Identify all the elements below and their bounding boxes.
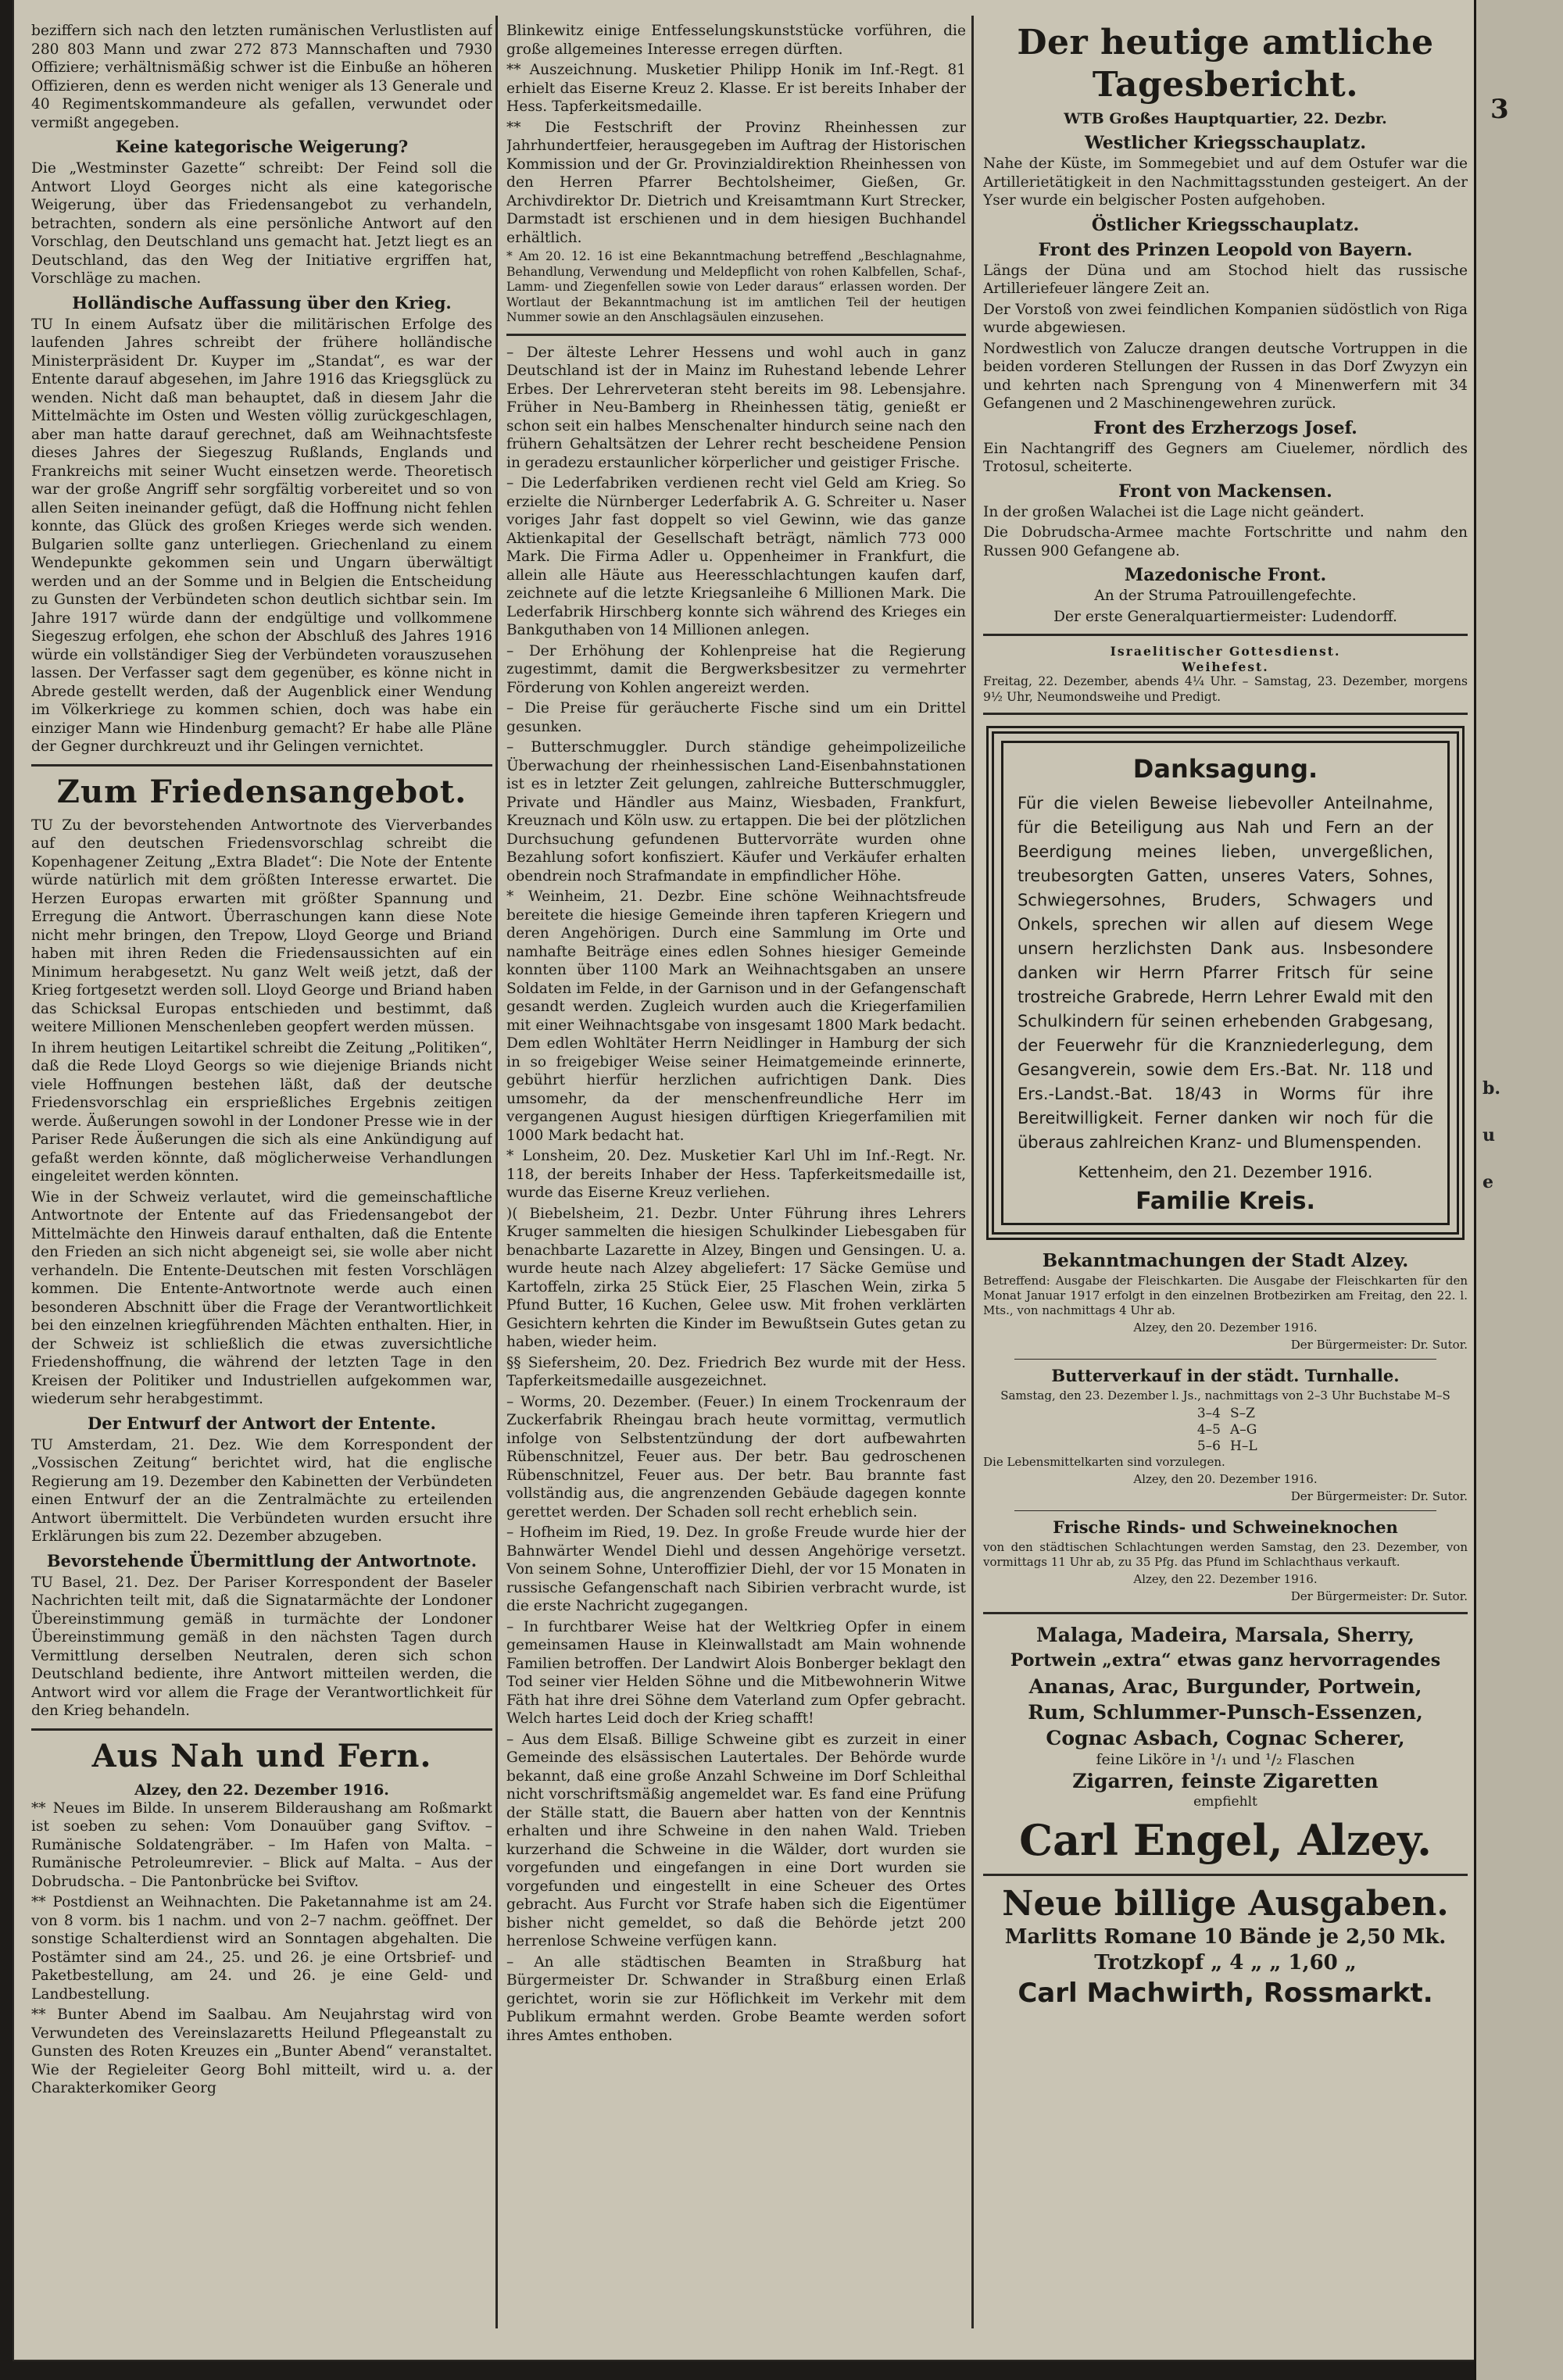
article-text: – Die Lederfabriken verdienen recht viel Geld am Krieg. So erzielte die Nürnberger Lederfabrik A. G. Schreiter u. Naser voriges Jahr fast doppelt so viel Gewinn, wie das ganze Aktienkapital der Gesellschaft beträgt, nämlich 773 000 Mark. Die Firma Adler u. Oppenheimer in Frankfurt, die allein alle Häute aus Heeresschlachtungen kaufen darf, zeichnete auf die letzte Kriegsanleihe 6 Millionen Mark. Die Lederfabrik Hirschberg konnte sich während des Krieges ein Bankguthaben von 14 Millionen anlegen. [506, 475, 966, 638]
notice-text: Betreffend: Ausgabe der Fleischkarten. Die Ausgabe der Fleischkarten für den Monat Januar 1917 erfolgt in den einzelnen Brotbezirken am Freitag, den 22. l. Mts., von nachmittags 4 Uhr ab. [983, 1274, 1468, 1317]
article-text: – Butterschmuggler. Durch ständige geheimpolizeiliche Überwachung der rheinhessischen Land-Eisenbahnstationen ist es in letzter Zeit gelungen, zahlreiche Butterschmuggler, Private und Händler aus Mainz, Wiesbaden, Frankfurt, Kreuznach und Köln usw. zu ertappen. Die bei der plötzlichen Durchsuchung gefundenen Buttervorräte wurden ohne Bezahlung sofort konfisziert. Käufer und Verkäufer erhalten obendrein noch Strafmandate in empfindlicher Höhe. [506, 739, 966, 884]
divider [1014, 1510, 1436, 1511]
report-text: Längs der Düna und am Stochod hielt das russische Artilleriefeuer längere Zeit an. [983, 262, 1468, 297]
article-text: – Hofheim im Ried, 19. Dez. In große Freude wurde hier der Bahnwärter Wendel Diehl und dessen Angehörige versetzt. Von seinem Sohne, Unteroffizier Diehl, der vor 15 Monaten in russische Gefangenschaft nach Sibirien verbracht wurde, ist die erste Nachricht zugegangen. [506, 1524, 966, 1614]
article-text: In ihrem heutigen Leitartikel schreibt die Zeitung „Politiken“, daß die Rede Lloyd Georgs so wie diejenige Briands nicht viele Hoffnungen bestehen läßt, daß der deutsche Friedensvorschlag ein ersprießliches Ergebnis zeitigen werde. Äußerungen sowohl in der Londoner Presse wie in der Pariser Rede Äußerungen die sich als eine Ankündigung auf gefaßt werden könnte, daß möglicherweise Verhandlungen eingeleitet werden könnten. [31, 1039, 492, 1185]
article-text: ** Die Festschrift der Provinz Rheinhessen zur Jahrhundertfeier, herausgegeben im Auftrag der Historischen Kommission und der Gr. Provinzialdirektion Rheinhessen von den Herren Pfarrer Bechtolsheimer, Gießen, Gr. Archivdirektor Dr. Dietrich und Kreisamtmann Kurt Strecker, Darmstadt ist erschienen und in dem hiesigen Buchhandel erhältlich. [506, 119, 966, 246]
article-text: – Worms, 20. Dezember. (Feuer.) In einem Trockenraum der Zuckerfabrik Rheingau brach heute vormittag, vermutlich infolge von Selbstentzündung der dort aufbewahrten Rübenschnitzel, Feuer aus. Der betr. Bau gedroschenen Rübenschnitzel, Feuer aus. Der betr. Bau brannte fast vollständig aus, die angrenzenden Gebäude dagegen konnte gerettet werden. Der Schaden soll recht erheblich sein. [506, 1393, 966, 1521]
front-heading: Westlicher Kriegsschauplatz. [1085, 133, 1366, 153]
article-text: beziffern sich nach den letzten rumänischen Verlustlisten auf 280 803 Mann und zwar 272 873 Mannschaften und 7930 Offiziere; verhältnismäßig schwer ist die Einbuße an höheren Offizieren, denn es werden nicht weniger als 13 Generale und 40 Regimentskommandeure als gefallen, verwundet oder vermißt angegeben. [31, 23, 492, 131]
ad-date: Kettenheim, den 21. Dezember 1916. [1078, 1163, 1373, 1181]
article-text: TU In einem Aufsatz über die militärischen Erfolge des laufenden Jahres schreibt der frühere holländische Ministerpräsident Dr. Kuyper im „Standat“, es war der Entente darauf abgesehen, im Jahre 1916 das Kriegsglück zu wenden. Nicht daß man behauptet, daß in diesem Jahr die Mittelmächte im Osten und Westen völlig zurückgeschlagen, aber man hatte darauf gerechnet, daß am Weihnachtsfeste dieses Jahres der Siegeszug Rußlands, Englands und Frankreichs mit seiner Wucht einsetzen werde. Theoretisch war der große Angriff sehr sorgfältig vorbereitet und so von allen Seiten ineinander gefügt, daß die Hoffnung nicht fehlen konnte, das Glück des großen Krieges werde sich wenden. Bulgarien sollte ganz unterliegen. Griechenland zu einem Wendepunkte gekommen sein und Ungarn überwältigt werden und an der Somme und in Belgien die Entscheidung zu Gunsten der Verbündeten schon deutlich sichtbar sein. Im Jahre 1917 würde dann der endgültige und vollkommene Siegeszug erfolgen, ehe schon der Abschluß des Jahres 1916 würde ein vollständiger Sieg der Verbündeten vorauszusehen lassen. Der Verfasser sagt dem gegenüber, es könne nicht in Abrede gestellt werden, daß der Augenblick einer Wendung im Völkerkriege zu kommen schien, doch was habe ein einziger Mann wie Hindenburg gemacht? Er habe alle Pläne der Gegner durchkreuzt und ihr Gelingen vernichtet. [31, 316, 492, 755]
notice-signature: Der Bürgermeister: Dr. Sutor. [1290, 1589, 1468, 1603]
article-heading: Bevorstehende Übermittlung der Antwortnote. [46, 1550, 477, 1571]
notice-heading: Frische Rinds- und Schweineknochen [1053, 1517, 1398, 1537]
ad-signature: Familie Kreis. [1136, 1188, 1315, 1215]
article-text: – An alle städtischen Beamten in Straßburg hat Bürgermeister Dr. Schwander in Straßburg einen Erlaß gerichtet, worin sie zur Höflichkeit im Verkehr mit dem Publikum ermahnt werden. Grobe Beamte werden sofort ihres Amtes enthoben. [506, 1953, 966, 2044]
ad-line: Portwein „extra“ etwas ganz hervorragendes [1010, 1650, 1441, 1671]
article-text: – Aus dem Elsaß. Billige Schweine gibt es zurzeit in einer Gemeinde des elsässischen Lautertales. Der Behörde wurde bekannt, daß eine große Anzahl Schweine im Dorf Schleithal nicht vorschriftsmäßig angemeldet war. Es fand eine Prüfung der Ställe statt, die Bauern aber hatten von der Kenntnis erhalten und ihre Schweine in den nahen Wald. Trieben kurzerhand die Schweine in die Wälder, dort wurden sie vorgefunden und eingefangen in eine Dort wurden sie vorgefunden und eingestellt in eine Scheuer des Ortes gebracht. Aus Furcht vor Strafe haben sich die Eigentümer bisher nicht gemeldet, so daß die Behörde jetzt 200 herrenlose Schweine verfügen kann. [506, 1731, 966, 1949]
table-row [983, 1438, 1468, 1455]
front-heading: Mazedonische Front. [1124, 565, 1327, 585]
article-heading: Der Entwurf der Antwort der Entente. [88, 1413, 436, 1433]
report-text: Nordwestlich von Zalucze drangen deutsche Vortruppen in die beiden vorderen Stellungen der Russen in das Dorf Zwyzyn ein und kehrten nach Sprengung von 4 Minenwerfern mit 34 Gefangenen und 2 Maschinengewehren zurück. [983, 340, 1468, 412]
front-heading: Front von Mackensen. [1118, 481, 1332, 502]
ad-line: Zigarren, feinste Zigaretten [1072, 1770, 1379, 1792]
article-text: – In furchtbarer Weise hat der Weltkrieg Opfer in einem gemeinsamen Hause in Kleinwallstadt am Main wohnende Familien betroffen. Der Landwirt Alois Bonberger beklagt den Tod seiner vier Helden Söhne und die Mitbewohnerin Witwe Fäth hat ihre drei Söhne dem Vaterland zum Opfer gebracht. Welch hartes Leid doch der Krieg schafft! [506, 1618, 966, 1727]
butter-schedule [983, 1406, 1468, 1455]
dateline: Alzey, den 22. Dezember 1916. [134, 1781, 389, 1799]
article-text: ** Neues im Bilde. In unserem Bilderaushang am Roßmarkt ist soeben zu sehen: Vom Donauüber gang Sviftov. – Rumänische Soldatengräber. – Im Hafen von Malta. – Rumänische Petroleumrevier. – Blick auf Malta. – Aus der Dobrudscha. – Die Pantonbrücke bei Sviftov. [31, 1799, 492, 1890]
ad-advertiser: Carl Engel, Alzey. [1019, 1815, 1432, 1865]
article-text: ** Postdienst an Weihnachten. Die Paketannahme ist am 24. von 8 vorm. bis 1 nachm. und von 2–7 nachm. geöffnet. Der sonstige Schalterdienst wird an Sonntagen abgehalten. Die Postämter sind am 24., 25. und 26. je eine Ortsbrief- und Paketbestellung, am 24. und 26. je eine Geld- und Landbestellung. [31, 1894, 492, 2003]
report-text: Die Dobrudscha-Armee machte Fortschritte und nahm den Russen 900 Gefangene ab. [983, 524, 1468, 559]
article-text: – Der Erhöhung der Kohlenpreise hat die Regierung zugestimmt, damit die Bergwerksbesitzer zu vermehrter Förderung von Kohlen angereizt werden. [506, 642, 966, 696]
article-text: TU Zu der bevorstehenden Antwortnote des Vierverbandes auf den deutschen Friedensvorschlag schreibt die Kopenhagener Zeitung „Extra Bladet“: Die Note der Entente würde natürlich mit dem größten Interesse erwartet. Die Herzen Europas erwarten mit größter Spannung und Erregung die Antwort. Überraschungen kann diese Note nicht mehr bringen, den Trepow, Lloyd George und Briand haben mit ihren Reden die Friedensaussichten auf ein Minimum herabgesetzt. Nu ganz Welt weiß jetzt, daß der Krieg fortgesetzt werden soll. Lloyd George und Briand haben das Schicksal Europas entschieden und bestimmt, daß weitere Millionen Menschenleben geopfert werden müssen. [31, 817, 492, 1035]
divider [31, 764, 492, 767]
page-number: 3 [1490, 94, 1509, 125]
report-text: An der Struma Patrouillengefechte. [1094, 588, 1357, 604]
notice-date: Alzey, den 20. Dezember 1916. [1133, 1472, 1318, 1486]
notice-text: Freitag, 22. Dezember, abends 4¼ Uhr. – Samstag, 23. Dezember, morgens 9½ Uhr, Neumondsweihe und Predigt. [983, 674, 1468, 704]
article-heading: Holländische Auffassung über den Krieg. [72, 292, 452, 313]
notice-signature: Der Bürgermeister: Dr. Sutor. [1290, 1489, 1468, 1503]
article-text: Wie in der Schweiz verlautet, wird die gemeinschaftliche Antwortnote der Entente auf das Friedensangebot der Mittelmächte den Hinweis darauf enthalten, daß die Entente den Frieden an sich nicht abgeneigt sei, sie wolle aber nicht verhandeln. Die Entente-Deutschen mit festen Vorschlägen kommen. Die Entente-Antwortnote werde auch einen besonderen Abschnitt über die Frage der Verantwortlichkeit bei den einzelnen kriegführenden Mächten enthalten. Hier, in der Schweiz ist schließlich die etwas zuversichtliche Friedenshoffnung, die während der letzten Tage in den Kreisen der Politiker und Industriellen aufgekommen war, wiederum sehr herabgestimmt. [31, 1188, 492, 1407]
article-text: ** Bunter Abend im Saalbau. Am Neujahrstag wird von Verwundeten des Vereinslazaretts Heilund Pflegeanstalt zu Gunsten des Roten Kreuzes ein „Bunter Abend“ veranstaltet. Wie der Regieleiter Georg Bohl mitteilt, wird u. a. der Charakterkomiker Georg [31, 2007, 492, 2096]
article-text: TU Amsterdam, 21. Dez. Wie dem Korrespondent der „Vossischen Zeitung“ berichtet wird, hat die englische Regierung am 19. Dezember den Kabinetten der Verbündeten einen Entwurf der an die Zentralmächte zu erteilenden Antwort übermittelt. Die Verbündeten wurden ersucht ihre Erklärungen bis zum 22. Dezember abzugeben. [31, 1436, 492, 1545]
article-text: * Lonsheim, 20. Dez. Musketier Karl Uhl im Inf.-Regt. Nr. 118, der bereits Inhaber der Hess. Tapferkeitsmedaille ist, wurde das Eiserne Kreuz verliehen. [506, 1148, 966, 1201]
ad-line: Cognac Asbach, Cognac Scherer, [1046, 1727, 1405, 1749]
newspaper-page [14, 0, 1474, 2360]
table-row [983, 1406, 1468, 1422]
column-2 [506, 22, 966, 2344]
notice-date: Alzey, den 20. Dezember 1916. [1133, 1320, 1318, 1335]
notice-text: Samstag, den 23. Dezember l. Js., nachmittags von 2–3 Uhr Buchstabe M–S [1000, 1388, 1450, 1403]
notice-text: * Am 20. 12. 16 ist eine Bekanntmachung betreffend „Beschlagnahme, Behandlung, Verwendung und Meldepflicht von rohen Kalbfellen, Schaf-, Lamm- und Ziegenfellen sowie von Leder daraus“ erlassen worden. Der Wortlaut der Bekanntmachung ist im amtlichen Teil der heutigen Nummer sowie an den Anschlagsäulen einzusehen. [506, 249, 966, 324]
notice-heading: Butterverkauf in der städt. Turnhalle. [1051, 1366, 1400, 1385]
article-text: Blinkewitz einige Entfesselungskunststücke vorführen, die große allgemeines Interesse erregen dürften. [506, 23, 966, 58]
ad-line: Trotzkopf „ 4 „ „ 1,60 „ [1094, 1951, 1357, 1974]
report-masthead: Der heutige amtliche Tagesbericht. [1017, 23, 1434, 105]
report-signature: Der erste Generalquartiermeister: Ludendorff. [1053, 608, 1397, 625]
article-text: ** Auszeichnung. Musketier Philipp Honik im Inf.-Regt. 81 erhielt das Eiserne Kreuz 2. Klasse. Er ist bereits Inhaber der Hess. Tapferkeitsmedaille. [506, 62, 966, 115]
article-text: – Die Preise für geräucherte Fische sind um ein Drittel gesunken. [506, 700, 966, 735]
notice-heading: Bekanntmachungen der Stadt Alzey. [1042, 1250, 1409, 1271]
letters-cell: S–Z [1230, 1406, 1255, 1421]
notice-text: von den städtischen Schlachtungen werden Samstag, den 23. Dezember, von vormittags 11 Uhr ab, zu 35 Pfg. das Pfund im Schlachthaus verkauft. [983, 1540, 1468, 1569]
table-row [983, 1422, 1468, 1438]
notice-heading: Israelitischer Gottesdienst. [1110, 644, 1341, 659]
notice-text: Die Lebensmittelkarten sind vorzulegen. [983, 1455, 1225, 1469]
divider [506, 334, 966, 336]
notice-signature: Der Bürgermeister: Dr. Sutor. [1290, 1338, 1468, 1352]
divider [983, 1612, 1468, 1614]
article-text: – Der älteste Lehrer Hessens und wohl auch in ganz Deutschland ist der in Mainz im Ruhestand lebende Lehrer Erbes. Der Lehrerveteran steht bereits im 98. Lebensjahre. Früher in Neu-Bamberg in Rheinhessen tätig, genießt er schon seit ein halbes Menschenalter hindurch seine nach den frühern Gehaltsätzen der Lehrer recht bescheidene Pension in geradezu erstaunlicher körperlicher und geistiger Frische. [506, 344, 966, 471]
ad-line: feine Liköre in ¹/₁ und ¹/₂ Flaschen [1096, 1751, 1355, 1768]
article-heading: Keine kategorische Weigerung? [115, 137, 409, 156]
column-3 [983, 22, 1468, 2344]
time-cell: 4–5 [1196, 1422, 1221, 1438]
ad-line: Ananas, Arac, Burgunder, Portwein, [1028, 1675, 1422, 1698]
column-rule [971, 16, 974, 2328]
time-cell: 5–6 [1196, 1438, 1221, 1454]
time-cell: 3–4 [1196, 1406, 1221, 1421]
divider [983, 634, 1468, 636]
report-text: In der großen Walachei ist die Lage nicht geändert. [983, 503, 1364, 520]
ad-line: Marlitts Romane 10 Bände je 2,50 Mk. [1004, 1925, 1447, 1949]
column-rule [495, 16, 498, 2328]
page-fragment: e [1483, 1172, 1493, 1192]
front-heading: Östlicher Kriegsschauplatz. [1091, 214, 1360, 235]
page-fragment: b. [1483, 1078, 1501, 1099]
divider [983, 1874, 1468, 1876]
article-text: TU Basel, 21. Dez. Der Pariser Korrespondent der Baseler Nachrichten teilt mit, daß die Signatarmächte der Londoner Übereinstimmung gemäß in turmächte der Londoner Übereinstimmung gemäß in den nächsten Tagen durch Vermittlung derselben Neutralen, deren sich schon Deutschland bediente, ihre Antwort mitteilen werden, die Antwort wird vor allem die Frage der Verantwortlichkeit für den Krieg behandeln. [31, 1574, 492, 1719]
ad-body: Für die vielen Beweise liebevoller Anteilnahme, für die Beteiligung aus Nah und Fern an der Beerdigung meines lieben, unvergeßlichen, treubesorgten Gatten, unseres Vaters, Sohnes, Schwiegersohnes, Bruders, Schwagers und Onkels, sprechen wir allen auf diesem Wege unsern herzlichsten Dank aus. Insbesondere danken wir Herrn Pfarrer Fritsch für seine trostreiche Grabrede, Herrn Lehrer Ewald mit den Schulkindern für seinen erhebenden Grabgesang, der Feuerwehr für die Kranzniederlegung, dem Gesangverein, sowie dem Ers.-Bat. Nr. 118 und Ers.-Landst.-Bat. 18/43 in Worms für ihre Bereitwilligkeit. Ferner danken wir noch für die überaus zahlreichen Kranz- und Blumenspenden. [1018, 794, 1433, 1152]
report-text: Nahe der Küste, im Sommegebiet und auf dem Ostufer war die Artillerietätigkeit in den Nachmittagsstunden gesteigert. An der Yser wurde ein belgischer Posten aufgehoben. [983, 155, 1468, 209]
page-fragment: u [1483, 1125, 1495, 1145]
ad-line: Malaga, Madeira, Marsala, Sherry, [1036, 1624, 1415, 1646]
ad-advertiser: Carl Machwirth, Rossmarkt. [1018, 1978, 1433, 2009]
section-heading: Aus Nah und Fern. [91, 1737, 432, 1774]
article-text: Die „Westminster Gazette“ schreibt: Der Feind soll die Antwort Lloyd Georges nicht als eine kategorische Weigerung, über das Friedensangebot zu verhandeln, betrachten, sondern als eine persönliche Antwort auf den Vorschlag, den Deutschland uns gemacht hat. Jetzt liegt es an Deutschland, das den Weg der Initiative ergriffen hat, Vorschläge zu machen. [31, 160, 492, 287]
report-text: Der Vorstoß von zwei feindlichen Kompanien südöstlich von Riga wurde abgewiesen. [983, 301, 1468, 336]
ad-title: Danksagung. [1132, 754, 1318, 784]
letters-cell: H–L [1230, 1438, 1257, 1454]
ad-line: Rum, Schlummer-Punsch-Essenzen, [1028, 1701, 1423, 1724]
article-text: )( Biebelsheim, 21. Dezbr. Unter Führung ihres Lehrers Kruger sammelten die hiesigen Schulkinder Liebesgaben für benachbarte Lazarette in Alzey, Bingen und Gensingen. U. a. wurde heute nach Alzey abgeliefert: 17 Säcke Gemüse und Kartoffeln, zirka 25 Stück Eier, 25 Flaschen Wein, zirka 5 Pfund Butter, 16 Kuchen, Gelee usw. Mit frohen verklärten Gesichtern kehrten die Kinder im Bewußtsein Gutes getan zu haben, wieder heim. [506, 1205, 966, 1350]
report-text: Ein Nachtangriff des Gegners am Ciuelemer, nördlich des Trotosul, scheiterte. [983, 440, 1468, 475]
section-heading: Zum Friedensangebot. [56, 773, 467, 810]
ad-title: Neue billige Ausgaben. [1002, 1884, 1449, 1924]
ad-line: empfiehlt [1193, 1794, 1257, 1810]
dateline: WTB Großes Hauptquartier, 22. Dezbr. [1064, 110, 1387, 127]
article-text: * Weinheim, 21. Dezbr. Eine schöne Weihnachtsfreude bereitete die hiesige Gemeinde ihren tapferen Kriegern und deren Angehörigen. Durch eine Sammlung im Orte und namhafte Beiträge eines edlen Sohnes hiesiger Gemeinde konnten über 1100 Mark an Weihnachtsgaben an unsere Soldaten im Felde, in der Garnison und in der Gefangenschaft gesandt werden. Zugleich wurden auch die Kriegerfamilien mit einer Weihnachtsgabe von insgesamt 1800 Mark bedacht. Dem edlen Wohltäter Herrn Neidlinger in Hamburg der sich in so freigebiger Weise seiner Heimatgemeinde erinnerte, gebührt hierfür herzlichen aufrichtigen Dank. Dies umsomehr, da der menschenfreundliche Herr im vergangenen August hiesigen dürftigen Kriegerfamilien mit 1000 Mark bedacht hat. [506, 888, 966, 1144]
danksagung-ad [986, 726, 1465, 1240]
notice-date: Alzey, den 22. Dezember 1916. [1133, 1572, 1318, 1586]
divider [983, 713, 1468, 715]
article-text: §§ Siefersheim, 20. Dez. Friedrich Bez wurde mit der Hess. Tapferkeitsmedaille ausgezeichnet. [506, 1354, 966, 1389]
divider [1014, 1359, 1436, 1360]
front-heading: Front des Erzherzogs Josef. [1093, 417, 1357, 438]
notice-subheading: Weihefest. [1182, 659, 1269, 674]
column-1 [31, 22, 492, 2344]
adjacent-page-edge [1474, 0, 1563, 2380]
divider [31, 1728, 492, 1731]
front-heading: Front des Prinzen Leopold von Bayern. [1038, 239, 1413, 260]
letters-cell: A–G [1230, 1422, 1257, 1438]
